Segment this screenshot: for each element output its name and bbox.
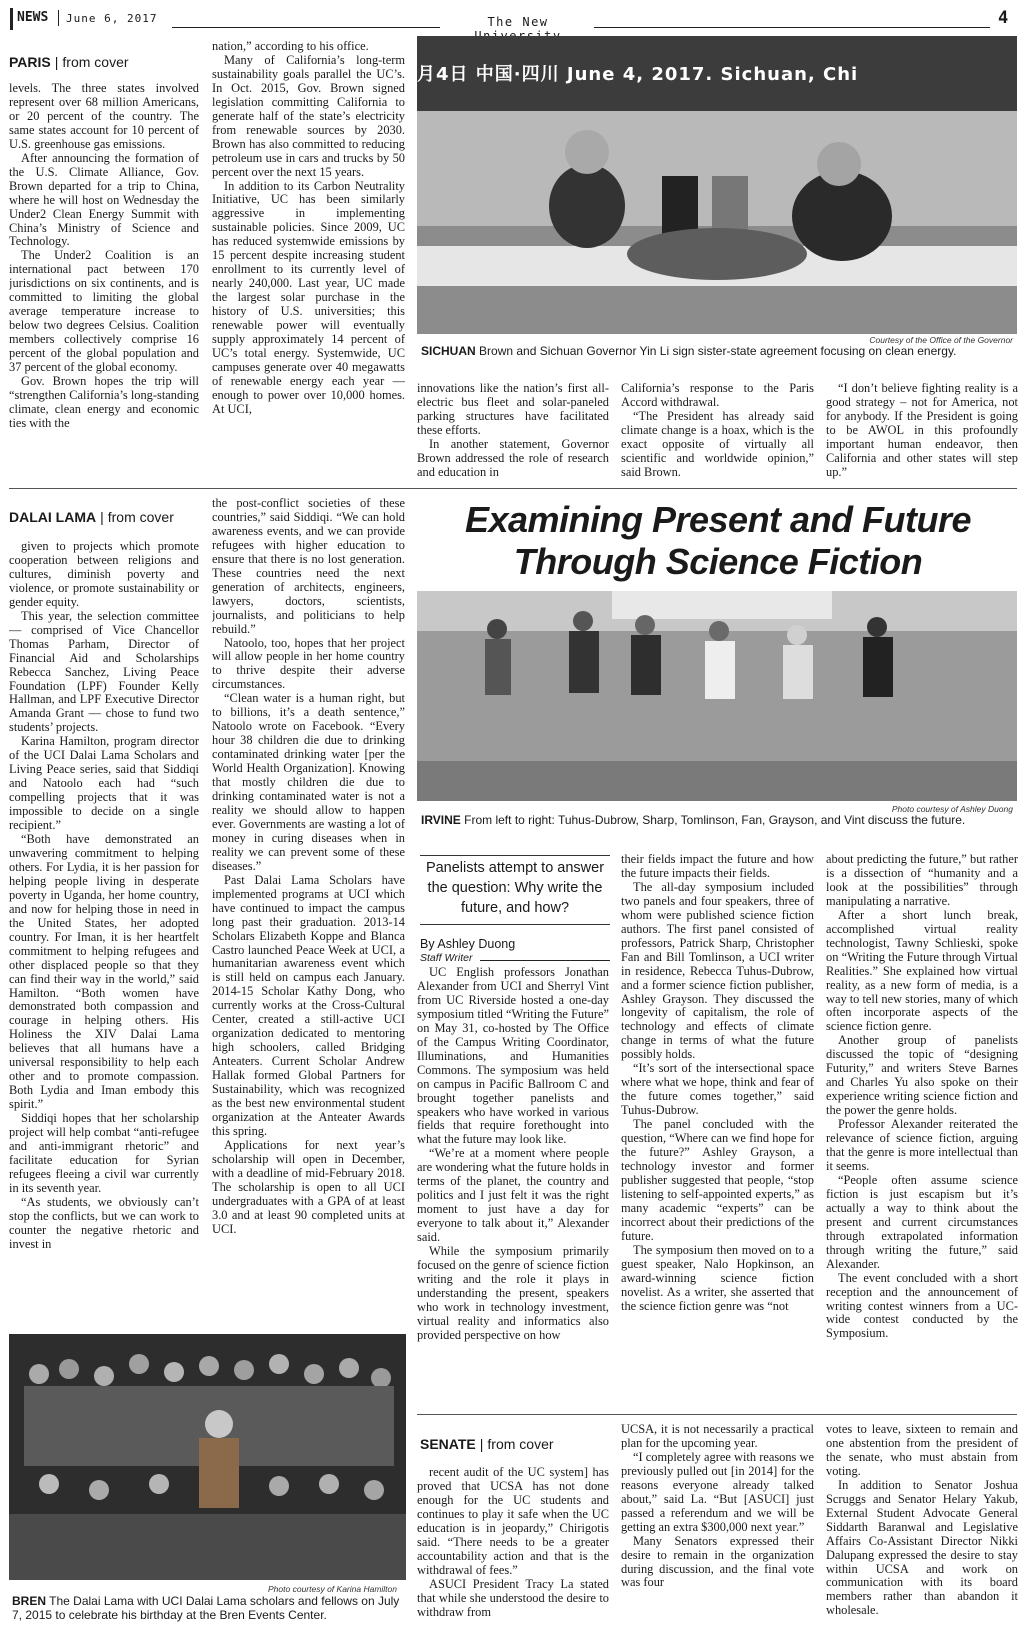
page-header xyxy=(0,0,1024,34)
scifi-col-1: UC English professors Jonathan Alexander from UCI and Sherryl Vint from UC Riverside hosted a one-day symposium titled “Writing the Future” on May 31, co-hosted by The Office of the Campus Writing Coordinator, Illuminations, and Humanities Commons. The symposium was held on campus in Pacific Ballroom C and brought together panelists and speakers who have worked in various fields that require forethought into what the future may look like. “We’re at a moment where people are wondering what the future holds in terms of the planet, the country and politics and I just felt it was the right moment to just have a day for everyone to talk about it,” Alexander said. While the symposium primarily focused on the genre of science fiction writing and the role it plays in understanding the present, speakers who work in technology investment, virtual reality and informatics also provided perspective on how xyxy=(417,966,609,1342)
bren-caption: BREN The Dalai Lama with UCI Dalai Lama scholars and fellows on July 7, 2015 to celebrate his birthday at the Bren Events Center. xyxy=(12,1594,400,1622)
bren-photo xyxy=(9,1334,406,1580)
senate-col-1: recent audit of the UC system] has proved that UCSA has not done enough for the UC students and continues to play it safe when the UC education is in jeopardy,” Chirigotis said. “There needs to be a greater accountability action and that is the withdrawal of fees.” ASUCI President Tracy La stated that while she understood the desire to withdraw from xyxy=(417,1466,609,1619)
page-number: 4 xyxy=(998,8,1009,28)
scifi-col-3: about predicting the future,” but rather is a dissection of “humanity and a look at the possibilities” through manipulating a narrative. After a short lunch break, accomplished virtual reality technologist, Tawny Schlieski, spoke on “Writing the Future through Virtual Realities.” She explained how virtual reality, as a new form of media, is a way to tell new stories, many of which often incorporate aspects of the science fiction genre. Another group of panelists discussed the topic of “designing Futurity,” and writers Steve Barnes and Charles Yu also spoke on their experience writing science fiction and the power the genre holds. Professor Alexander reiterated the relevance of science fiction, arguing that the genre is more intellectual than it seems. “People often assume science fiction is just escapism but it’s actually a way to think about the present and current circumstances through extrapolated information through writing the future,” said Alexander. The event concluded with a short reception and the announcement of writing contest winners from a UC-wide contest conducted by the Symposium. xyxy=(826,853,1018,1341)
dalai-kicker: DALAI LAMA | from cover xyxy=(9,509,174,525)
section-rule-2 xyxy=(417,1414,1017,1415)
senate-kicker: SENATE | from cover xyxy=(420,1436,554,1452)
paris-col-2: nation,” according to his office. Many of California’s long-term sustainability goals parallel the UC’s. In Oct. 2015, Gov. Brown signed legislation committing California to generate half of the state’s electricity from renewable sources by 2030. Brown has also committed to reducing petroleum use in cars and trucks by 50 percent over the next 15 years. In addition to its Carbon Neutrality Initiative, UC has been similarly aggressive in implementing sustainable policies. Since 2009, UC has reduced systemwide emissions by 15 percent despite increasing student enrollment to its currently level of nearly 240,000. Last year, UC made the largest solar purchase in the history of U.S. universities; this renewable power will eventually supply approximately 14 percent of UC’s total energy. Systemwide, UC campuses generate over 40 megawatts of renewable energy each year — enough to power over 10,000 homes. At UCI, xyxy=(212,40,405,416)
paris-col-3: innovations like the nation’s first all-electric bus fleet and solar-paneled parking structures have facilitated these efforts. In another statement, Governor Brown addressed the role of research and education in xyxy=(417,382,609,479)
symposium-photo xyxy=(417,591,1017,801)
senate-col-3: votes to leave, sixteen to remain and one abstention from the president of the senate, who must abstain from voting. In addition to Senator Joshua Scruggs and Senator Helary Yakub, External Student Advocate General Siddarth Baranwal and Legislative Affairs Co-Assistant Director Nikki Dalupang expressed the desire to stay within UCSA and work on communication with its board members rather than abandon it wholesale. xyxy=(826,1423,1018,1618)
pullquote-text: Panelists attempt to answer the question: Why write the future, and how? xyxy=(425,860,605,916)
paris-kicker: PARIS | from cover xyxy=(9,54,129,70)
scifi-col-2: their fields impact the future and how the future impacts their fields. The all-day symposium included two panels and four speakers, three of whom were published science fiction authors. The first panel consisted of professors, Patrick Sharp, Christopher Fan and Bill Tomlinson, a UCI writer in residence, Rebecca Tuhus-Dubrow, and a former science fiction publisher, Ashley Grayson. They discussed the longevity of capitalism, the role of technology and effects of climate change in terms of what the future possibly holds. “It’s sort of the intersectional space where what we hope, think and fear of the future comes together,” said Tuhus-Dubrow. The panel concluded with the question, “Where can we find hope for the future?” Ashley Grayson, a technology investor and former publisher suggested that people, “stop listening to self-appointed experts,” as many academic “experts” can be incorrect about their predictions of the future. The symposium then moved on to a guest speaker, Nalo Hopkinson, an award-winning science fiction novelist. As a writer, she asserted that the science fiction genre was “not xyxy=(621,853,814,1313)
pullquote-box xyxy=(420,855,610,925)
section-label: NEWS xyxy=(17,10,49,25)
sichuan-photo-credit: Courtesy of the Office of the Governor xyxy=(869,335,1013,345)
sichuan-caption: SICHUAN Brown and Sichuan Governor Yin Li sign sister-state agreement focusing on clean energy. xyxy=(421,344,957,358)
header-divider xyxy=(58,10,59,26)
byline-rule xyxy=(480,960,610,961)
paris-col-5: “I don’t believe fighting reality is a good strategy – not for America, not for anybody. If the President is going to be AWOL in this profoundly important human endeavor, then California and other states will step up.” xyxy=(826,382,1018,479)
header-rule-left xyxy=(172,27,440,28)
section-rule-1 xyxy=(9,488,1017,489)
dalai-col-1: given to projects which promote cooperation between religions and cultures, diminish poverty and violence, or promote sustainability or gender equity. This year, the selection committee — comprised of Vice Chancellor Thomas Parham, Director of Financial Aid and Scholarships Rebecca Sanchez, Living Peace Foundation (LPF) Founder Kelly Hallman, and LPF Executive Director Amanda Grant — chose to fund two students’ projects. Karina Hamilton, program director of the UCI Dalai Lama Scholars and Living Peace series, said that Siddiqi and Natoolo each had “such compelling projects that it was impossible to decide on a single recipient.” “Both have demonstrated an unwavering commitment to helping others. For Lydia, it is her passion for helping people living in desperate poverty in Uganda, her home country, and now for helping those in need in the United States, her adopted country. For Iman, it is her heartfelt commitment to helping refugees and other displaced people so that they can find their way in the world,” said Hamilton. “Both women have demonstrated both compassion and courage in helping others. His Holiness the XIV Dalai Lama believes that all humans have a universal responsibility to help each other and to promote compassion. Both Lydia and Iman embody this spirit.” Siddiqi hopes that her scholarship project will help combat “anti-refugee and anti-immigrant rhetoric” and facilitate education for Syrian refugees fleeing a civil war currently in its seventh year. “As students, we obviously can’t stop the conflicts, but we can work to counter the negative rhetoric and invest in xyxy=(9,540,199,1251)
symposium-photo-credit: Photo courtesy of Ashley Duong xyxy=(891,804,1013,814)
symposium-caption: IRVINE From left to right: Tuhus-Dubrow, Sharp, Tomlinson, Fan, Grayson, and Vint discuss the future. xyxy=(421,813,966,827)
sichuan-photo xyxy=(417,36,1017,334)
photo-banner-text: 月4日 中国·四川 June 4, 2017. Sichuan, Chi xyxy=(417,64,859,85)
paper-name: The New xyxy=(487,15,549,29)
bren-photo-credit: Photo courtesy of Karina Hamilton xyxy=(268,1584,397,1594)
header-rule-right xyxy=(594,27,990,28)
dalai-col-2: the post-conflict societies of these countries,” said Siddiqi. “We can hold awareness events, and we can provide refugees with higher education to ensure that there is no lost generation. These countries need the next generation of architects, engineers, lawyers, doctors, scientists, journalists, and politicians to help rebuild.” Natoolo, too, hopes that her project will allow people in her home country to thrive despite their adverse circumstances. “Clean water is a human right, but to billions, it’s a death sentence,” Natoolo wrote on Facebook. “Every hour 38 children die due to drinking contaminated drinking water [per the World Health Organization]. Knowing that mostly children die due to drinking contaminated water is not a reality we should allow to happen ever. Governments are wasting a lot of money in curing diseases when in reality we can prevent some of these diseases.” Past Dalai Lama Scholars have implemented programs at UCI which have continued to impact the campus long past their graduation. 2013-14 Scholars Elizabeth Koppe and Blanca Castro launched Peace Week at UCI, a humanitarian awareness event which is still held on campus each January. 2014-15 Scholar Kathy Dong, who currently works at the Cross-Cultural Center, created a still-active UCI organization dedicated to mentoring high schoolers, called Bridging Anteaters. Current Scholar Andrew Hallak formed Global Partners for Sustainability, which was recognized as the best new environmental student organization at the Anteater Awards this spring. Applications for next year’s scholarship will open in December, with a deadline of mid-February 2018. The scholarship is open to all UCI undergraduates with a GPA of at least 3.0 and at least 90 completed units at UCI. xyxy=(212,497,405,1236)
paris-col-1: levels. The three states involved represent over 68 million Americans, or 20 percent of the country. The same states account for 10 percent of U.S. greenhouse gas emissions. After announcing the formation of the U.S. Climate Alliance, Gov. Brown departed for a trip to China, where he will host on Wednesday the Under2 Clean Energy Summit with China’s Ministry of Science and Technology. The Under2 Coalition is an international pact between 170 jurisdictions on six continents, and is committed to limiting the global average temperature increase to below two degrees Celsius. Coalition members collectively comprise 16 percent of the global population and 37 percent of the global economy. Gov. Brown hopes the trip will “strengthen California’s long-standing climate, clean energy and economic ties with the xyxy=(9,82,199,430)
senate-col-2: UCSA, it is not necessarily a practical plan for the upcoming year. “I completely agree with reasons we previously pulled out [in 2014] for the reasons everyone already talked about,” said La. “But [ASUCI] just passed a referendum and we will be getting an extra $300,000 next year.” Many Senators expressed their desire to remain in the organization during discussion, and the final vote was four xyxy=(621,1423,814,1590)
byline-role: Staff Writer xyxy=(420,952,473,964)
byline: By Ashley Duong xyxy=(420,937,516,951)
paris-col-4: California’s response to the Paris Accord withdrawal. “The President has already said climate change is a hoax, which is the exact opposite of virtually all scientific and worldwide opinion,” said Brown. xyxy=(621,382,814,479)
issue-date: June 6, 2017 xyxy=(66,12,158,25)
header-tab xyxy=(10,8,13,30)
scifi-headline: Examining Present and Future Through Science Fiction xyxy=(464,499,972,582)
